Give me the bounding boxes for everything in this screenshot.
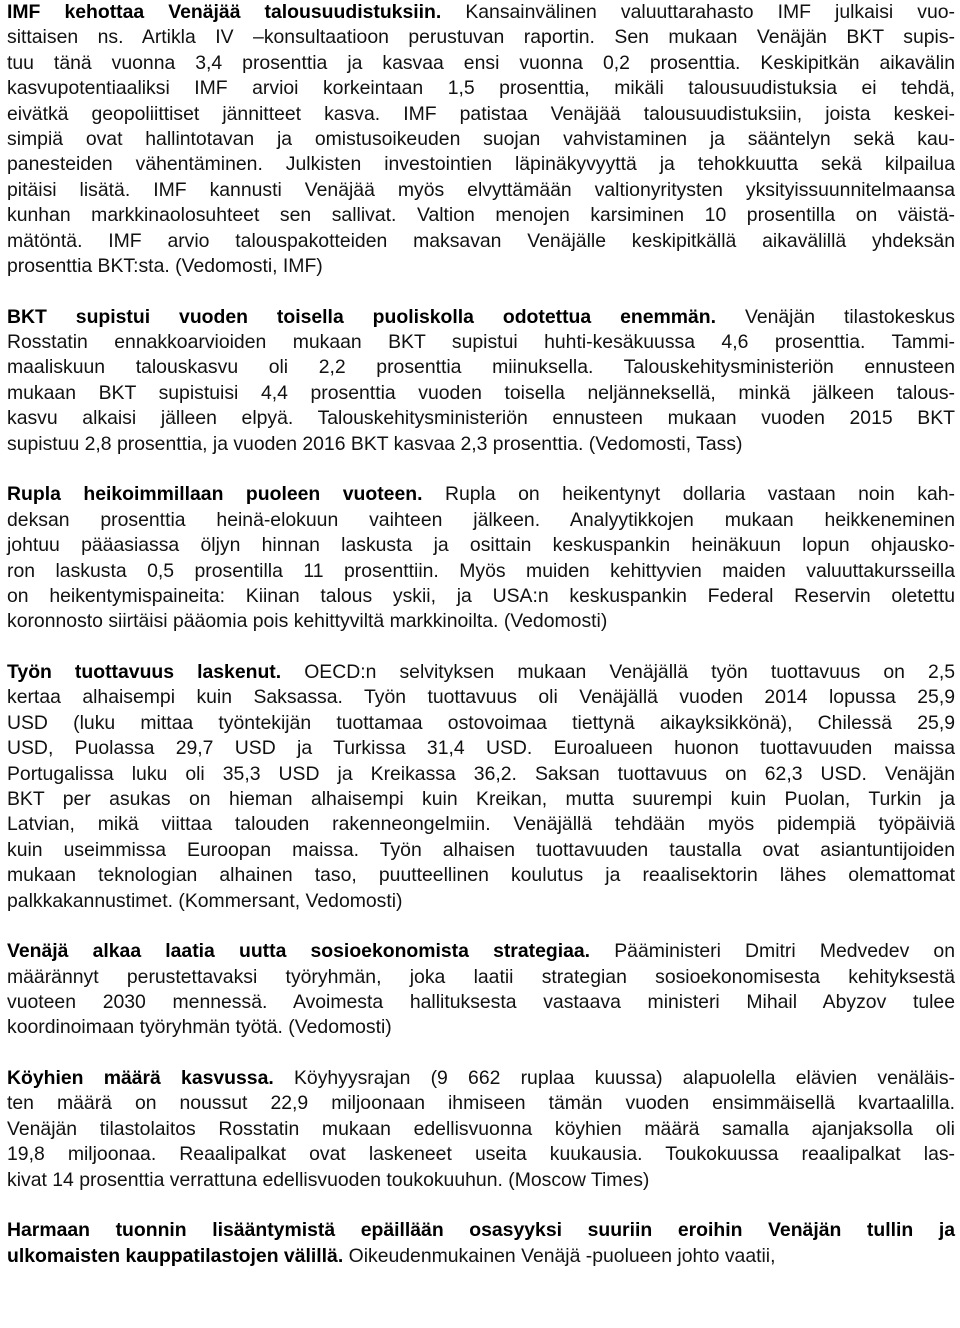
news-item-imf xyxy=(7,0,955,279)
text-line: mukaan BKT supistuisi 4,4 prosenttia vuoden toisella neljänneksellä, minkä jälkeen talous- xyxy=(7,381,955,404)
headline: Rupla heikoimmillaan puoleen vuoteen. xyxy=(7,483,423,506)
headline: Venäjä alkaa laatia uutta sosioekonomista strategiaa. xyxy=(7,940,591,963)
text-line: koronnosto siirtäisi pääomia pois kehittyviltä markkinoilta. (Vedomosti) xyxy=(7,610,608,633)
text-line: koordinoimaan työryhmän työtä. (Vedomosti) xyxy=(7,1016,392,1039)
text-line: Portugalissa luku oli 35,3 USD ja Kreikassa 36,2. Saksan tuottavuus on 62,3 USD. Venäjän xyxy=(7,762,955,785)
text-line: maaliskuun talouskasvu oli 2,2 prosenttia miinuksella. Talouskehitysministeriön ennusteen xyxy=(7,356,955,379)
text-line: ron laskusta 0,5 prosentilla 11 prosenttiin. Myös muiden kehittyvien maiden valuuttakursseilla xyxy=(7,559,955,582)
headline: BKT supistui vuoden toisella puoliskolla odotettua enemmän. xyxy=(7,305,717,328)
text-line: pitäisi lisätä. IMF kannusti Venäjää myös elvyttämään valtionyritysten yksityissuunnitelmaansa xyxy=(7,178,955,201)
document-page xyxy=(7,0,955,1294)
text-line: kivat 14 prosenttia verrattuna edellisvuoden toukokuuhun. (Moscow Times) xyxy=(7,1168,650,1191)
text-line: prosenttia BKT:sta. (Vedomosti, IMF) xyxy=(7,255,323,278)
text-line: mätöntä. IMF arvio talouspakotteiden maksavan Venäjälle keskipitkällä aikavälillä yhdeksän xyxy=(7,229,955,252)
text-line: ten määrä on noussut 22,9 miljoonaan ihmiseen tämän vuoden ensimmäisellä kvartaalilla. xyxy=(7,1092,955,1115)
body-text: Kansainvälinen valuuttarahasto IMF julkaisi vuo- xyxy=(441,1,955,23)
text-line: vuoteen 2030 mennessä. Avoimesta hallituksesta vastaava ministeri Mihail Abyzov tulee xyxy=(7,990,955,1013)
text-line: simpiä ovat hallintotavan ja omistusoikeuden suojan vahvistaminen ja sääntelyn sekä kau- xyxy=(7,128,955,151)
headline-line: Harmaan tuonnin lisääntymistä epäillään osasyyksi suuriin eroihin Venäjän tullin ja xyxy=(7,1219,955,1242)
text-line: johtuu pääasiassa öljyn hinnan laskusta ja osittain keskuspankin heinäkuun lopun ohjausko- xyxy=(7,534,955,557)
news-item-strategy xyxy=(7,939,955,1041)
text-line xyxy=(7,1066,955,1091)
text-line: Rosstatin ennakkoarvioiden mukaan BKT supistui huhti-kesäkuussa 4,6 prosenttia. Tammi- xyxy=(7,331,955,354)
text-line xyxy=(7,1244,955,1269)
body-text: Rupla on heikentynyt dollaria vastaan noin kah- xyxy=(422,483,955,506)
news-item-poverty xyxy=(7,1066,955,1193)
text-line xyxy=(7,482,955,507)
body-text: OECD:n selvityksen mukaan Venäjällä työn tuottavuus on 2,5 xyxy=(281,660,955,683)
text-line: kasvu alkaisi jälleen elpyä. Talouskehitysministeriön ennusteen mukaan vuoden 2015 BKT xyxy=(7,407,955,430)
headline-line: ulkomaisten kauppatilastojen välillä. xyxy=(7,1244,344,1267)
news-item-rouble xyxy=(7,482,955,634)
news-item-productivity xyxy=(7,660,955,914)
text-line: tuu tänä vuonna 3,4 prosenttia ja kasvaa ensi vuonna 0,2 prosenttia. Keskipitkän aikavälin xyxy=(7,51,955,74)
text-line: panesteiden vähentäminen. Julkisten investointien läpinäkyvyyttä ja tehokkuutta sekä kilpailua xyxy=(7,153,955,176)
news-item-gdp xyxy=(7,305,955,457)
body-text: Oikeudenmukainen Venäjä -puolueen johto vaatii, xyxy=(343,1244,776,1267)
text-line: USD (luku mittaa työntekijän tuottamaa ostovoimaa tiettynä aikayksikkönä), Chilessä 25,9 xyxy=(7,711,955,734)
body-text: Pääministeri Dmitri Medvedev on xyxy=(590,940,955,963)
text-line: palkkakannustimet. (Kommersant, Vedomosti) xyxy=(7,889,403,912)
text-line: Venäjän tilastolaitos Rosstatin mukaan edellisvuonna köyhien määrä samalla ajanjaksolla oli xyxy=(7,1117,955,1140)
headline: Työn tuottavuus laskenut. xyxy=(7,660,282,683)
text-line: eivätkä geopoliittiset jännitteet kasva. IMF patistaa Venäjää talousuudistuksiin, joista keskei- xyxy=(7,102,955,125)
headline: IMF kehottaa Venäjää talousuudistuksiin. xyxy=(7,1,442,23)
text-line: BKT per asukas on hieman alhaisempi kuin Kreikan, mutta suurempi kuin Puolan, Turkin ja xyxy=(7,787,955,810)
text-line xyxy=(7,305,955,330)
body-text: Köyhyysrajan (9 662 ruplaa kuussa) alapuolella elävien venäläis- xyxy=(273,1066,955,1089)
text-line: on heikentymispaineita: Kiinan talous yskii, ja USA:n keskuspankin Federal Reservin oletettu xyxy=(7,584,955,607)
text-line: 19,8 miljoonaa. Reaalipalkat ovat laskeneet useita kuukausia. Toukokuussa reaalipalkat las- xyxy=(7,1143,955,1166)
text-line xyxy=(7,0,955,25)
text-line: sittaisen ns. Artikla IV –konsultaatioon perustuvan raportin. Sen mukaan Venäjän BKT supis- xyxy=(7,26,955,49)
text-line: USD, Puolassa 29,7 USD ja Turkissa 31,4 USD. Euroalueen huonon tuottavuuden maissa xyxy=(7,737,955,760)
text-line: määrännyt perustettavaksi työryhmän, joka laatii strategian sosioekonomisesta kehityksestä xyxy=(7,965,955,988)
text-line xyxy=(7,939,955,964)
text-line xyxy=(7,1218,955,1243)
text-line xyxy=(7,660,955,685)
text-line: Latvian, mikä viittaa talouden rakenneongelmiin. Venäjällä tehdään myös pidempiä työpäiviä xyxy=(7,813,955,836)
news-item-grey-imports xyxy=(7,1218,955,1269)
text-line: deksan prosenttia heinä-elokuun vaihteen jälkeen. Analyytikkojen mukaan heikkeneminen xyxy=(7,508,955,531)
text-line: mukaan teknologian alhainen taso, puutteellinen koulutus ja reaalisektorin lähes olemattomat xyxy=(7,864,955,887)
text-line: kasvupotentiaaliksi IMF arvioi korkeintaan 1,5 prosenttia, mikäli talousuudistuksia ei tehdä, xyxy=(7,77,955,100)
text-line: supistuu 2,8 prosenttia, ja vuoden 2016 BKT kasvaa 2,3 prosenttia. (Vedomosti, Tass) xyxy=(7,432,743,455)
text-line: kunhan markkinaolosuhteet sen sallivat. Valtion menojen karsiminen 10 prosentilla on väistä- xyxy=(7,204,955,227)
body-text: Venäjän tilastokeskus xyxy=(716,305,955,328)
text-line: kuin useimmissa Euroopan maissa. Työn alhaisen tuottavuuden taustalla ovat asiantuntijoiden xyxy=(7,838,955,861)
text-line: kertaa alhaisempi kuin Saksassa. Työn tuottavuus oli Venäjällä vuoden 2014 lopussa 25,9 xyxy=(7,686,955,709)
headline: Köyhien määrä kasvussa. xyxy=(7,1066,274,1089)
